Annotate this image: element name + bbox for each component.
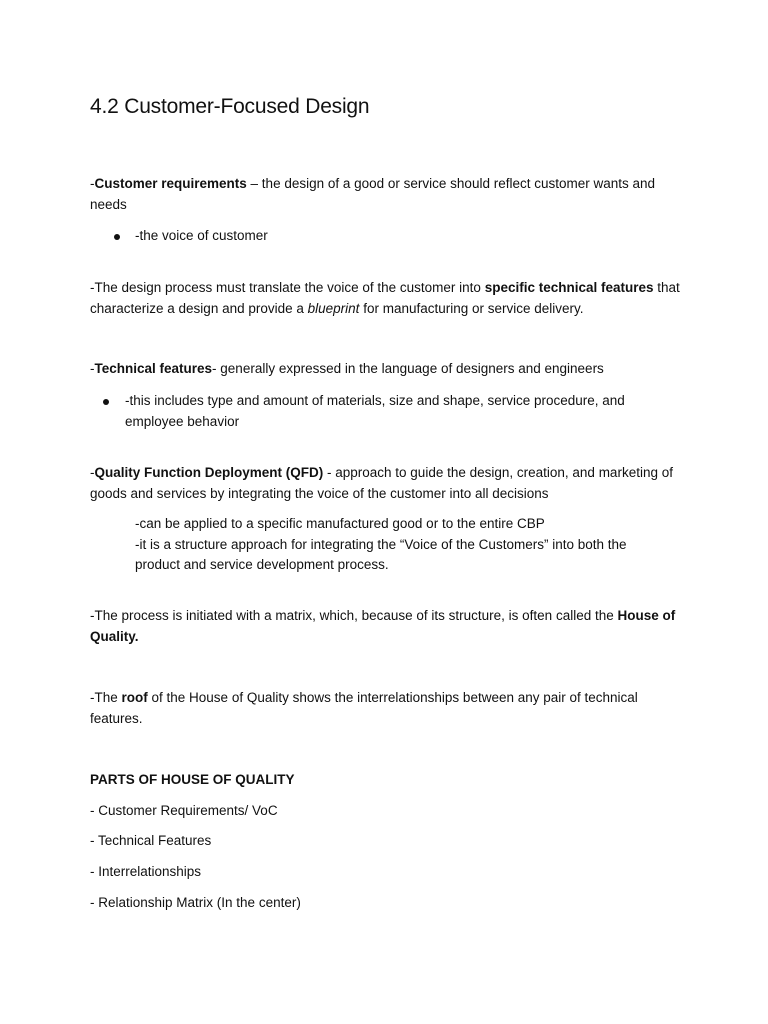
bullet-icon: [114, 234, 120, 240]
list-item: - Technical Features: [90, 833, 212, 848]
roof-term: roof: [121, 690, 148, 705]
qfd-definition: - approach to guide the design, creation, and marketing of goods and services by integrating the voice of the customer into all decisions: [90, 465, 673, 501]
design-process-italic: blueprint: [307, 300, 360, 316]
bullet-icon: [103, 399, 109, 405]
technical-features-term: Technical features: [94, 361, 213, 376]
design-process-bold: specific technical features: [484, 280, 654, 295]
customer-requirements-paragraph: -Customer requirements – the design of a good or service should reflect customer wants and needs: [90, 176, 656, 212]
parts-heading-text: PARTS OF HOUSE OF QUALITY: [90, 772, 295, 787]
list-item: [125, 391, 645, 432]
design-process-middle: that characterize a design and provide a: [90, 280, 680, 316]
qfd-note-text: -can be applied to a specific manufactured good or to the entire CBP: [135, 516, 545, 531]
qfd-paragraph: -Quality Function Deployment (QFD) - approach to guide the design, creation, and marketing of goods and services by integrating the voice of the customer into all decisions: [90, 465, 673, 501]
customer-requirements-definition: – the design of a good or service should reflect customer wants and needs: [90, 176, 656, 212]
design-process-paragraph: [90, 278, 680, 319]
technical-features-bullet: -this includes type and amount of materials, size and shape, service procedure, and employee behavior: [125, 393, 625, 429]
roof-prefix: -The: [90, 690, 122, 705]
list-item: - Interrelationships: [90, 864, 202, 879]
list-item: - Relationship Matrix (In the center): [90, 895, 301, 910]
list-item: - Customer Requirements/ VoC: [90, 803, 278, 818]
roof-suffix: of the House of Quality shows the interrelationships between any pair of technical features.: [90, 690, 638, 726]
design-process-suffix: for manufacturing or service delivery.: [359, 300, 584, 316]
customer-requirements-term: Customer requirements: [94, 176, 247, 191]
qfd-note-text: -it is a structure approach for integrating the “Voice of the Customers” into both the product and service development process.: [135, 536, 627, 572]
qfd-note: [135, 514, 675, 576]
design-process-prefix: -The design process must translate the voice of the customer into: [90, 280, 485, 295]
qfd-term: Quality Function Deployment (QFD): [94, 465, 324, 480]
matrix-paragraph: [90, 606, 680, 647]
matrix-prefix: -The process is initiated with a matrix, which, because of its structure, is often called the: [90, 608, 618, 623]
list-item: [135, 226, 268, 247]
technical-features-definition: - generally expressed in the language of designers and engineers: [212, 361, 604, 376]
page-title: 4.2 Customer-Focused Design: [90, 95, 370, 118]
roof-paragraph: [90, 688, 680, 729]
technical-features-paragraph: -Technical features- generally expressed in the language of designers and engineers: [90, 361, 604, 376]
parts-heading: [90, 770, 680, 791]
voice-of-customer-bullet: -the voice of customer: [135, 228, 268, 243]
house-of-quality-term: House of Quality.: [90, 608, 676, 644]
